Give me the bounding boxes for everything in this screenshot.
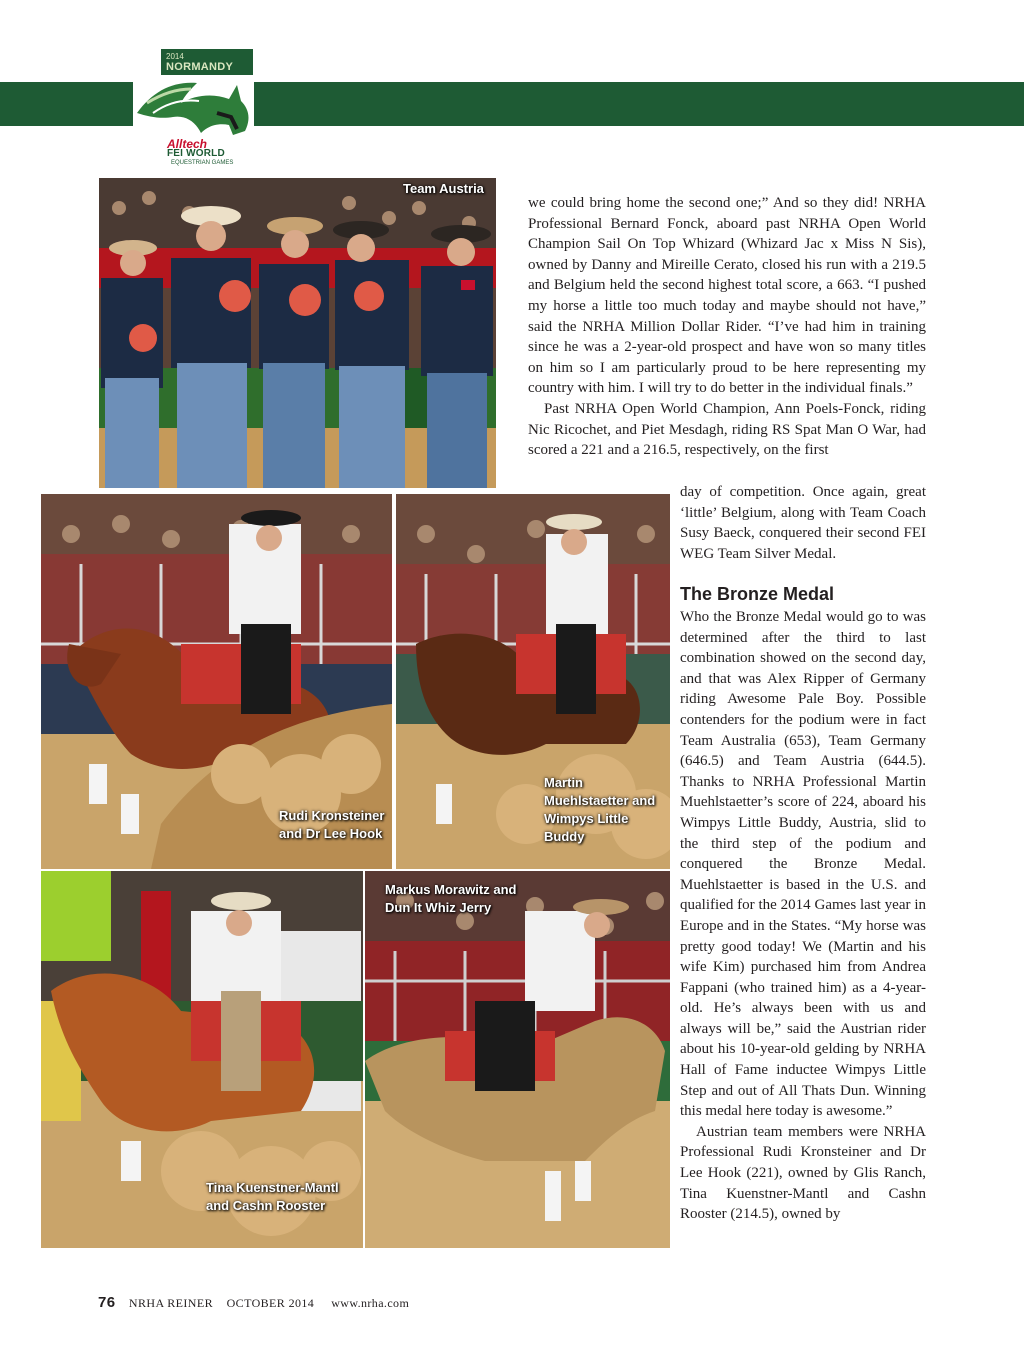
photo-martin-muehlstaetter <box>396 494 670 869</box>
photo-team-austria <box>99 178 496 488</box>
footer-url: www.nrha.com <box>331 1296 410 1310</box>
logo-place: NORMANDY <box>166 61 234 73</box>
page-number: 76 <box>98 1294 116 1311</box>
caption-tina-line-2: and Cashn Rooster <box>206 1198 326 1213</box>
logo-fei: FEI WORLD <box>167 148 225 159</box>
caption-rudi <box>279 807 384 843</box>
article-column-top <box>528 193 926 461</box>
caption-markus-line-2: Dun It Whiz Jerry <box>385 900 492 915</box>
caption-martin <box>544 774 655 846</box>
article-paragraph-1: we could bring home the second one;” And so they did! NRHA Professional Bernard Fonck, aboard past NRHA Open World Champion Sail On Top Whizard (Whizard Jac x Miss N Sis), owned by Danny and Mireille Cerato, closed his run with a 219.5 and Belgium held the second highest total score, a 663. “I pushed my horse a little too much today and maybe should not have,” said the NRHA Million Dollar Rider. “I’ve had him in training since he was a 2-year-old prospect and have won so many titles on him so I am particularly proud to be here representing my country with him. I will try to do better in the individual finals.” <box>528 195 926 397</box>
horse-head-icon <box>133 73 254 139</box>
logo-subtitle: EQUESTRIAN GAMES <box>171 160 234 166</box>
caption-martin-line-2: Muehlstaetter and <box>544 793 656 808</box>
article-paragraph-bronze-1: Who the Bronze Medal would go to was determined after the third to last combination showed on the second day, and that was Alex Ripper of Germany riding Awesome Pale Boy. Possible contenders for the podium were in fact Team Australia (653), Team Germany (646.5) and Team Austria (644.5). Thanks to NRHA Professional Martin Muehlstaetter’s score of 224, aboard his Wimpys Little Buddy, Austria, slid to the third step of the podium and conquered the Bronze Medal. Muehlstaetter is based in the U.S. and qualified for the 2014 Games last year in Europe and in the States. “My horse was pretty good today! We (Martin and his wife Kim) purchased him from Andrea Fappani (who trained him) as a 4-year-old. He’s always been with us and always will be,” said the Austrian rider about his 10-year-old gelding by NRHA Hall of Fame inductee Wimpys Little Step and out of All Thats Dun. Winning this medal here today is awesome.” <box>680 609 926 1120</box>
event-logo <box>133 49 254 170</box>
caption-rudi-line-2: and Dr Lee Hook <box>279 826 383 841</box>
caption-tina <box>206 1179 339 1215</box>
caption-tina-line-1: Tina Kuenstner-Mantl <box>206 1180 339 1195</box>
footer-magazine: NRHA REINER <box>128 1296 213 1310</box>
photo-tina-kuenstner-mantl <box>41 871 363 1248</box>
logo-brand: Alltech <box>167 137 208 151</box>
caption-markus-line-1: Markus Morawitz and <box>385 882 517 897</box>
page-footer <box>98 1294 409 1311</box>
article-paragraph-bronze-2: Austrian team members were NRHA Professional Rudi Kronsteiner and Dr Lee Hook (221), owned by Glis Ranch, Tina Kuenstner-Mantl and Cashn Rooster (214.5), owned by <box>680 1123 926 1223</box>
caption-rudi-line-1: Rudi Kronsteiner <box>279 808 385 823</box>
section-heading-bronze-medal: The Bronze Medal <box>680 584 835 604</box>
caption-team-austria: Team Austria <box>403 181 484 196</box>
caption-martin-line-3: Wimpys Little <box>544 811 629 826</box>
article-paragraph-2-continued: day of competition. Once again, great ‘little’ Belgium, along with Team Coach Susy Baeck, conquered their second FEI WEG Team Silver Medal. <box>680 484 926 562</box>
article-column-narrow-bottom <box>680 607 926 1225</box>
footer-issue: OCTOBER 2014 <box>226 1296 315 1310</box>
caption-martin-line-1: Martin <box>544 775 583 790</box>
article-column-narrow-top <box>680 482 926 564</box>
caption-markus <box>385 881 516 917</box>
photo-markus-morawitz <box>365 871 670 1248</box>
logo-year: 2014 <box>166 52 184 61</box>
article-paragraph-2: Past NRHA Open World Champion, Ann Poels-Fonck, riding Nic Ricochet, and Piet Mesdagh, riding RS Spat Man O War, had scored a 221 and a 216.5, respectively, on the first <box>528 400 926 459</box>
caption-martin-line-4: Buddy <box>544 829 585 844</box>
photo-rudi-kronsteiner <box>41 494 392 869</box>
